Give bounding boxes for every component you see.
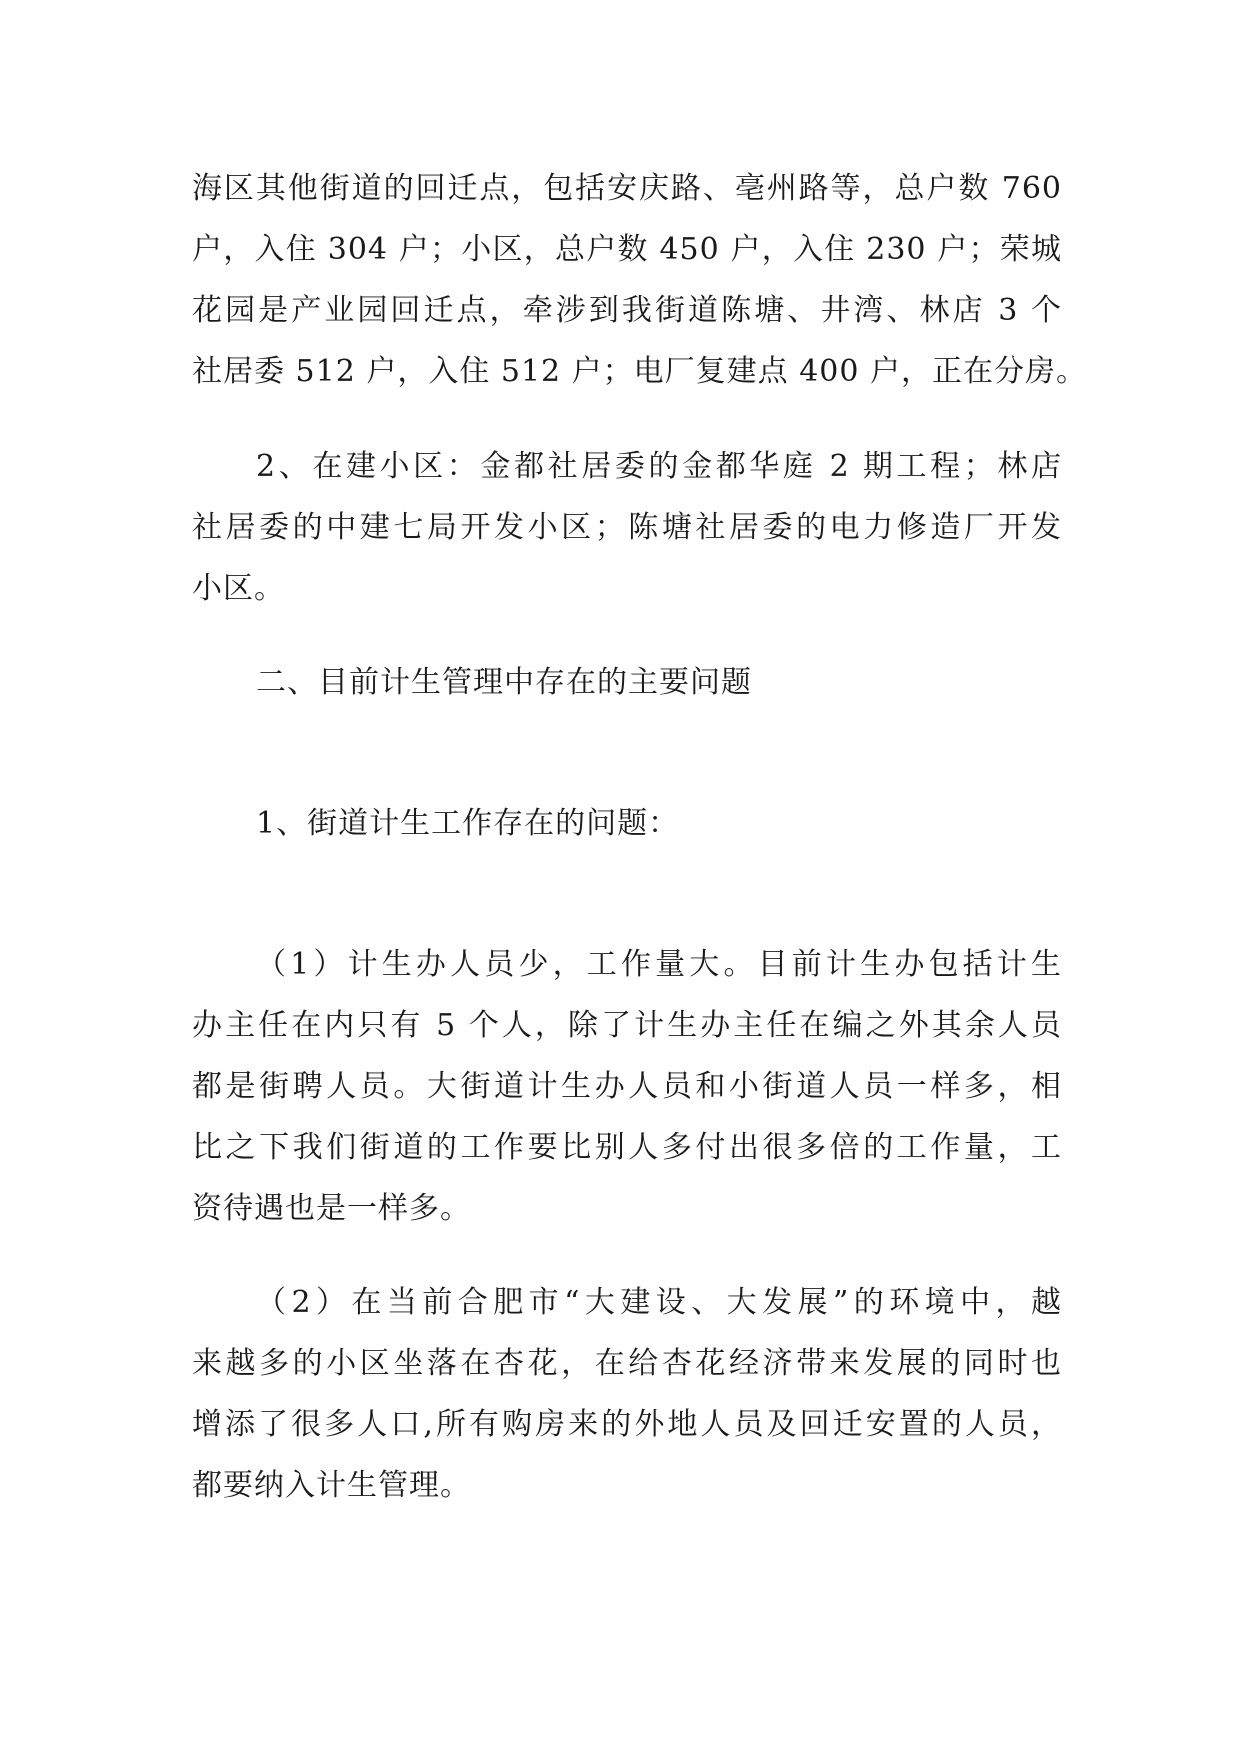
text-line: 办主任在内只有 5 个人，除了计生办主任在编之外其余人员 — [192, 1008, 1062, 1043]
text-line: （2）在当前合肥市“大建设、大发展”的环境中，越 — [256, 1285, 1062, 1320]
text-line: 增添了很多人口,所有购房来的外地人员及回迁安置的人员， — [192, 1407, 1062, 1442]
text-line: 1、街道计生工作存在的问题： — [256, 806, 680, 841]
paragraph-item-1 — [192, 934, 1062, 1239]
text-line: 户，入住 304 户；小区，总户数 450 户，入住 230 户；荣城 — [192, 232, 1062, 267]
text-line: 2、在建小区：金都社居委的金都华庭 2 期工程；林店 — [256, 449, 1062, 484]
text-line: 花园是产业园回迁点，牵涉到我街道陈塘、井湾、林店 3 个 — [192, 293, 1062, 328]
paragraph-resettlement-points — [192, 158, 1087, 402]
paragraph-item-2 — [192, 1272, 1062, 1516]
text-line: 小区。 — [192, 571, 285, 606]
text-line: 社居委的中建七局开发小区；陈塘社居委的电力修造厂开发 — [192, 510, 1062, 545]
text-line: 二、目前计生管理中存在的主要问题 — [256, 665, 752, 700]
paragraph-under-construction — [192, 436, 1062, 619]
text-line: 资待遇也是一样多。 — [192, 1191, 471, 1226]
text-line: 来越多的小区坐落在杏花，在给杏花经济带来发展的同时也 — [192, 1346, 1062, 1381]
subsection-heading — [192, 793, 1062, 854]
text-line: 都要纳入计生管理。 — [192, 1468, 471, 1503]
text-line: 都是街聘人员。大街道计生办人员和小街道人员一样多，相 — [192, 1069, 1062, 1104]
text-line: 比之下我们街道的工作要比别人多付出很多倍的工作量，工 — [192, 1130, 1062, 1165]
text-line: 社居委 512 户，入住 512 户；电厂复建点 400 户，正在分房。 — [192, 354, 1087, 389]
text-line: （1）计生办人员少，工作量大。目前计生办包括计生 — [256, 947, 1062, 982]
text-line: 海区其他街道的回迁点，包括安庆路、亳州路等，总户数 760 — [192, 171, 1062, 206]
section-heading — [192, 652, 1062, 713]
